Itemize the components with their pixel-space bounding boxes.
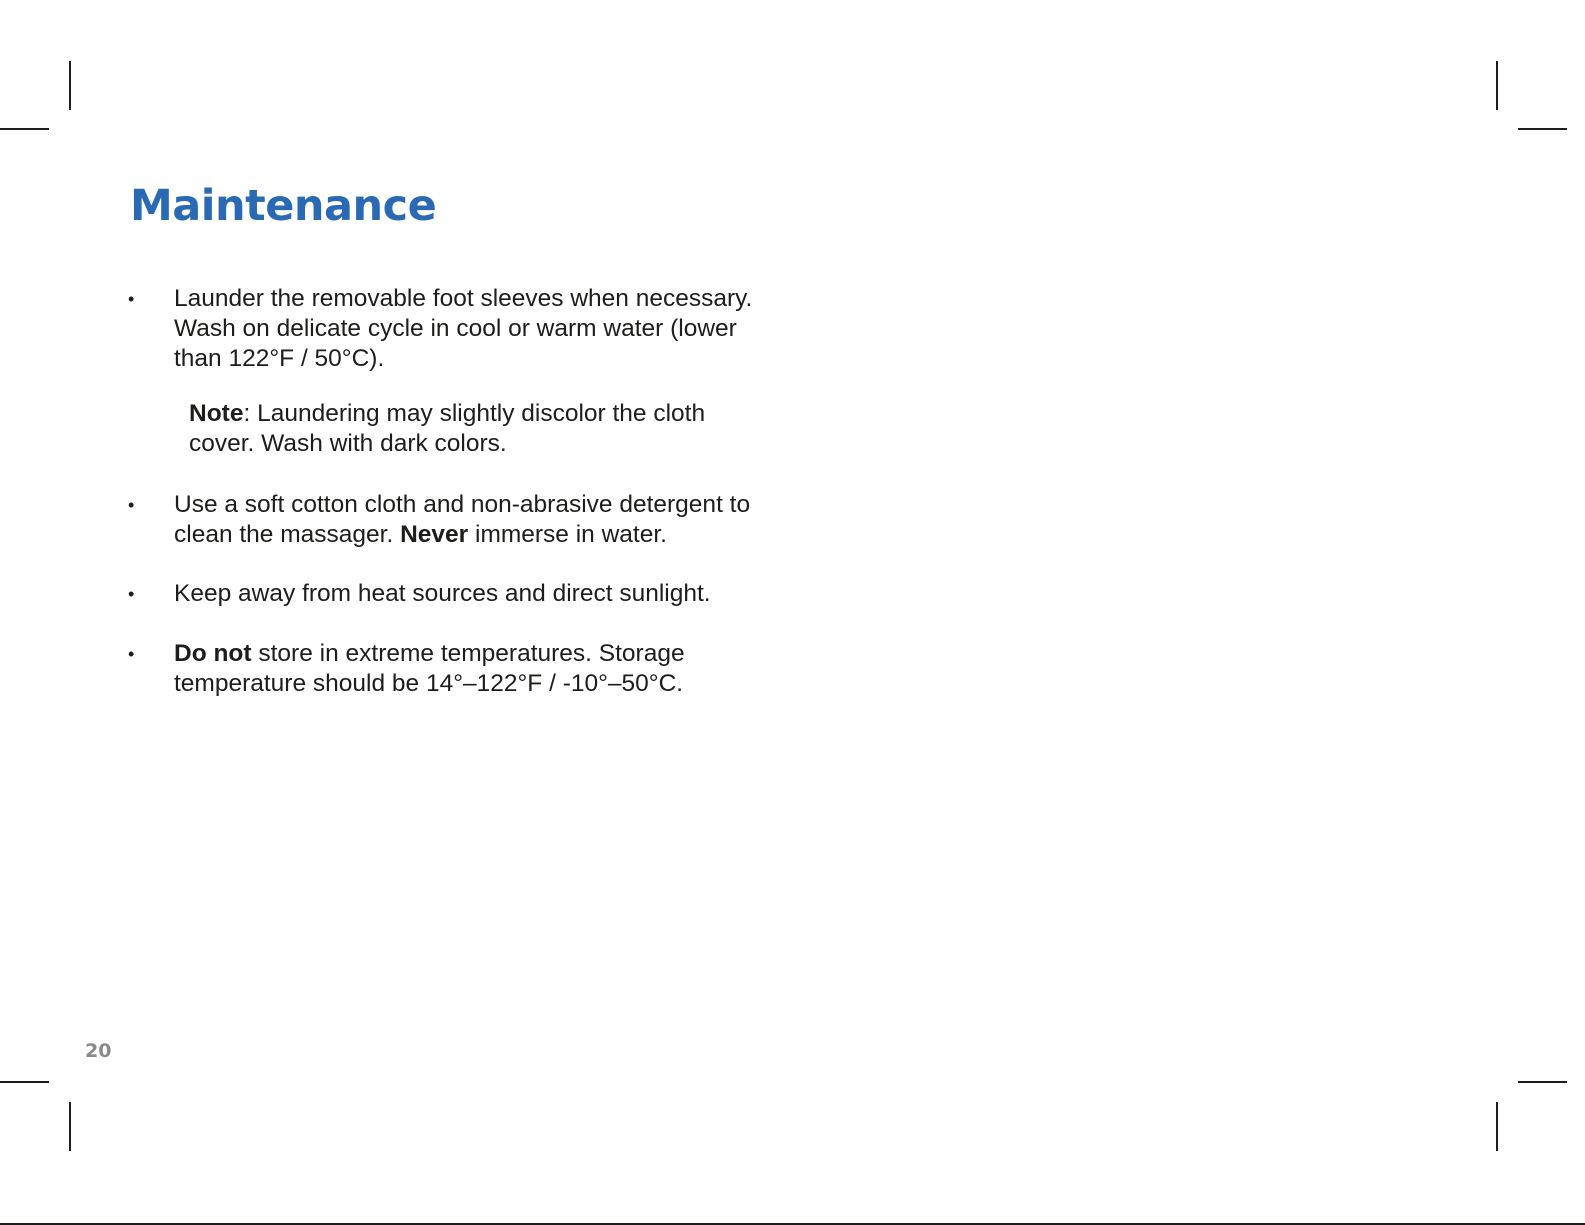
list-item-text-after: immerse in water. <box>468 521 667 548</box>
crop-mark-top-right-vertical <box>1496 61 1498 110</box>
crop-mark-bottom-right-horizontal <box>1518 1081 1567 1083</box>
list-item-text-after: store in extreme temperatures. Storage temperature should be 14°–122°F / -10°–50°C. <box>174 640 685 697</box>
crop-mark-top-left-vertical <box>69 61 71 110</box>
list-item-emphasis: Never <box>400 521 469 548</box>
crop-mark-bottom-right-vertical <box>1496 1102 1498 1151</box>
bullet-icon: • <box>128 584 135 604</box>
list-item-text: Launder the removable foot sleeves when necessary. Wash on delicate cycle in cool or warm water (lower than 122°F / 50°C). <box>174 285 753 372</box>
bullet-icon: • <box>128 289 135 309</box>
crop-mark-top-right-horizontal <box>1518 128 1567 130</box>
list-item-launder <box>128 284 768 374</box>
list-item-clean <box>128 490 768 550</box>
bullet-icon: • <box>128 495 135 515</box>
note-text: : Laundering may slightly discolor the cloth cover. Wash with dark colors. <box>189 400 706 457</box>
note-block <box>128 399 768 459</box>
list-item-text: Keep away from heat sources and direct sunlight. <box>174 580 711 607</box>
list-item-storage <box>128 639 768 699</box>
crop-mark-bottom-left-horizontal <box>0 1081 49 1083</box>
crop-mark-bottom-left-vertical <box>69 1102 71 1151</box>
list-item-heat <box>128 579 768 609</box>
bullet-icon: • <box>128 644 135 664</box>
crop-mark-top-left-horizontal <box>0 128 49 130</box>
maintenance-list <box>128 284 768 699</box>
page-title: Maintenance <box>130 181 437 231</box>
list-item-text: Use a soft cotton cloth and non-abrasive detergent to clean the massager. <box>174 491 751 548</box>
page-number: 20 <box>85 1040 112 1062</box>
list-item-emphasis: Do not <box>174 640 252 667</box>
note-label: Note <box>189 400 244 427</box>
